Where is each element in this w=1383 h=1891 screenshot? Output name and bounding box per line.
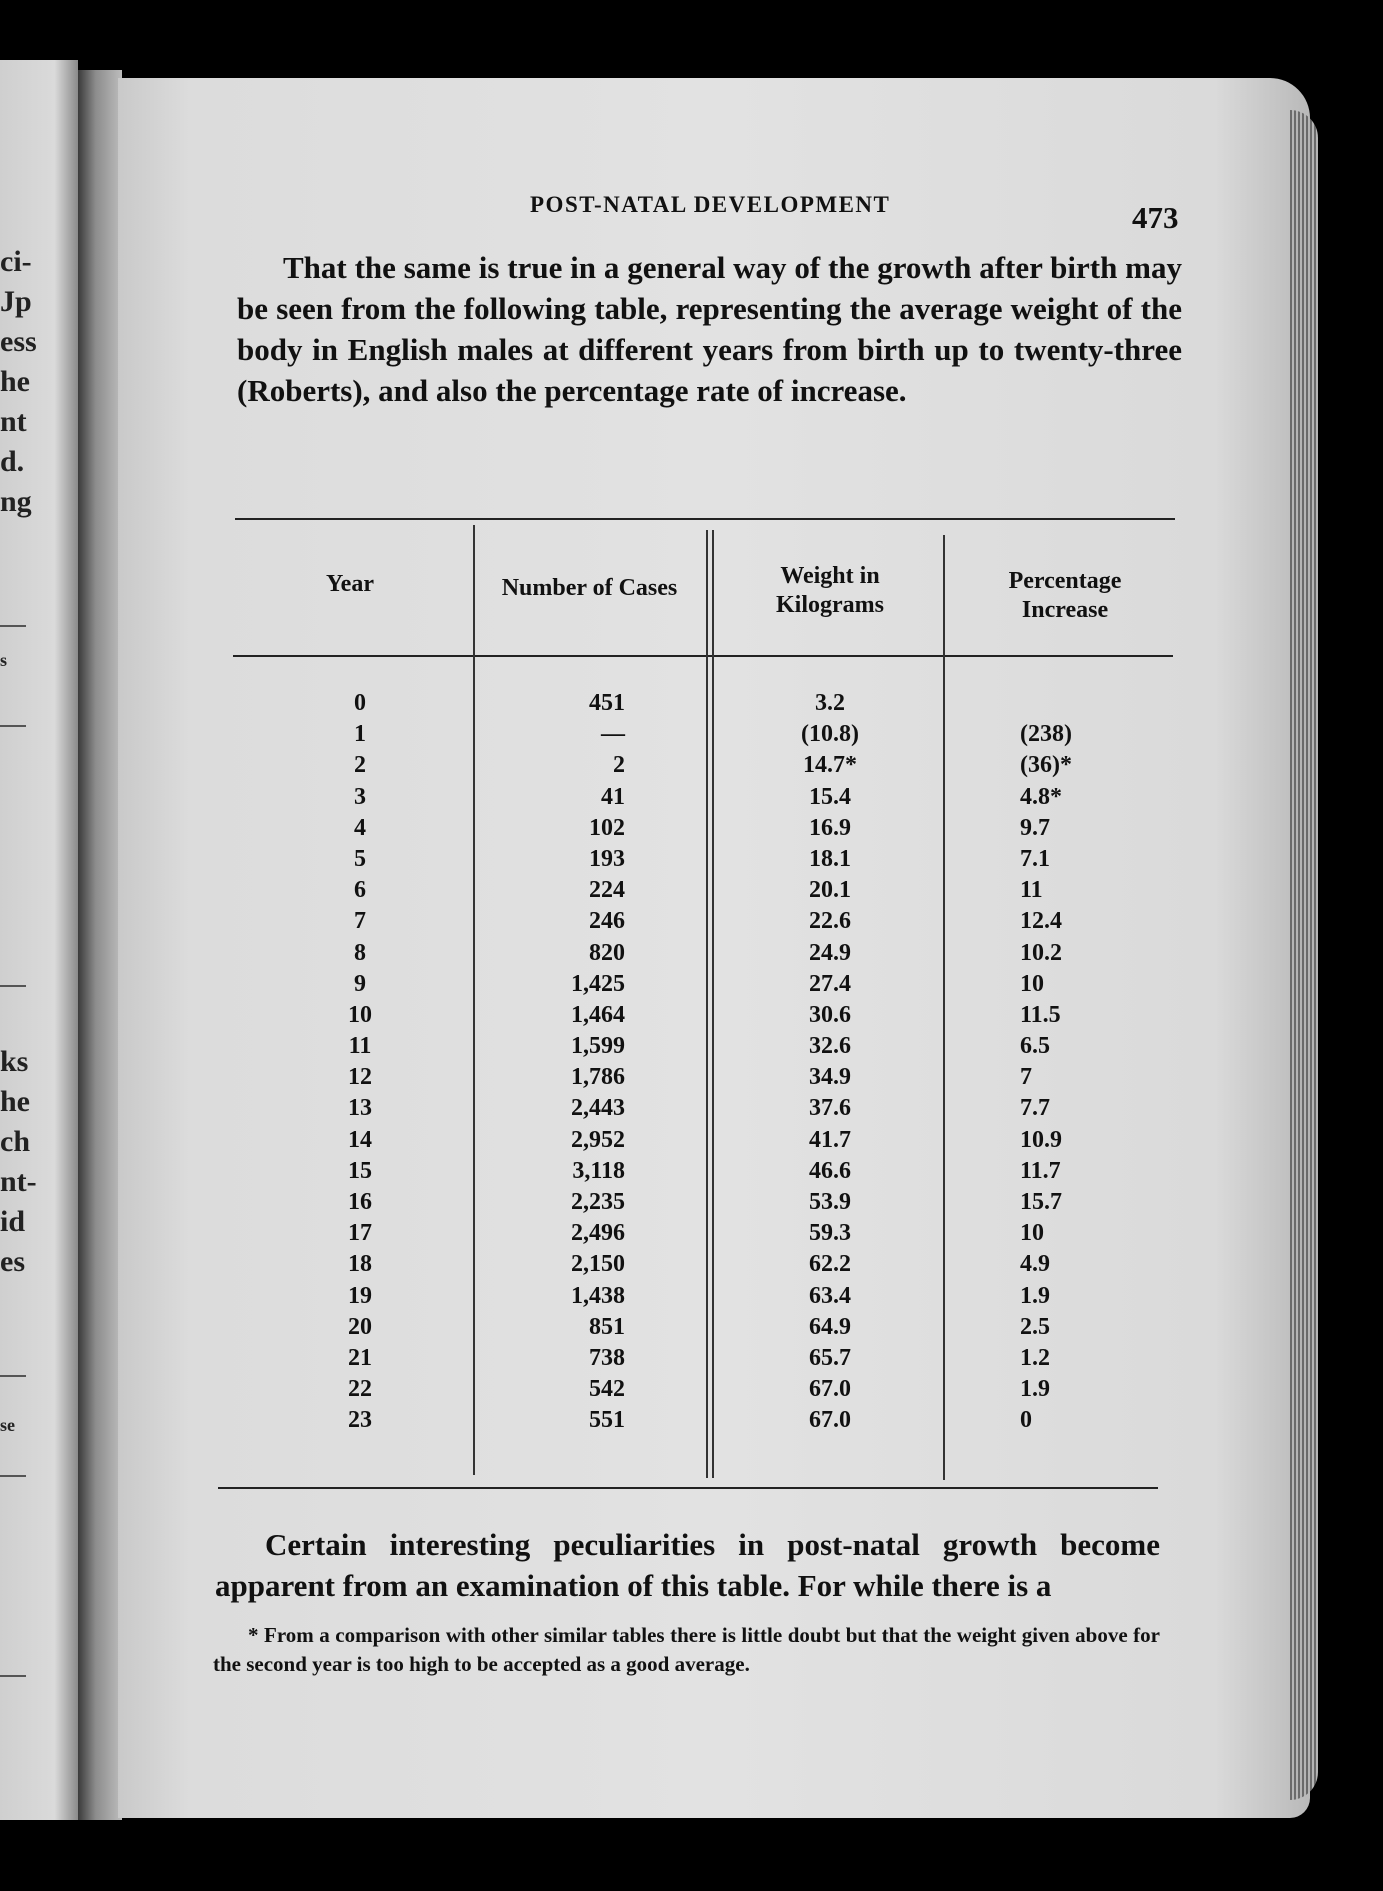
adjacent-page-fragment: d. [0,445,25,478]
year-cell: 20 [348,1313,372,1340]
percentage-cell: 9.7 [1020,814,1050,841]
adjacent-page-fragment: ci- [0,245,32,278]
column-divider [943,535,945,1480]
weight-cell: 24.9 [809,939,851,966]
percentage-cell: 10 [1020,1220,1044,1247]
table-bottom-rule [218,1487,1158,1489]
year-cell: 7 [354,908,366,935]
percentage-cell [1020,688,1150,719]
percentage-cell: (36)* [1020,752,1072,779]
adjacent-page-fragment: he [0,1085,30,1118]
cases-cell: 224 [589,877,625,904]
percentage-cell: 0 [1020,1407,1032,1434]
adjacent-page-fragment: ng [0,485,32,518]
year-cell: 2 [354,752,366,779]
weight-cell: 59.3 [809,1220,851,1247]
percentage-cell: 2.5 [1020,1313,1050,1340]
weight-cell: 41.7 [809,1126,851,1153]
weight-cell: 53.9 [809,1189,851,1215]
adjacent-page-fragment: nt [0,405,27,438]
percentage-cell: 4.9 [1020,1251,1050,1278]
adjacent-page-fragment: ks [0,1045,29,1078]
cases-cell: 246 [589,908,625,935]
weight-cell: 30.6 [809,1001,851,1028]
weight-cell: 22.6 [809,908,851,935]
closing-paragraph: Certain interesting peculiarities in post-natal growth become apparent from an examination of this table. For while there is a [215,1527,1160,1603]
weight-cell: 32.6 [809,1033,851,1060]
adjacent-page-fragment: es [0,1245,25,1278]
year-cell: 0 [354,690,366,716]
page-edge [1290,110,1318,1800]
cases-cell: — [601,721,625,748]
percentage-cell: 11.7 [1020,1157,1061,1184]
percentage-cell: 7 [1020,1064,1032,1091]
weight-cell: 16.9 [809,814,851,841]
year-cell: 21 [348,1344,372,1371]
percentage-cell: 1.2 [1020,1344,1050,1371]
year-cell: 22 [348,1376,372,1403]
year-cell: 5 [354,845,366,872]
weight-cell: 3.2 [815,690,845,716]
cases-cell: 3,118 [572,1157,625,1184]
weight-cell: (10.8) [801,721,859,748]
adjacent-page-rule [0,1475,26,1477]
cases-cell: 1,438 [571,1282,625,1309]
adjacent-page-fragment: he [0,365,30,398]
percentage-cell: 10.9 [1020,1126,1062,1153]
cases-cell: 41 [601,783,625,810]
weight-column [765,688,895,1437]
weight-cell: 67.0 [809,1376,851,1403]
weight-cell: 14.7* [803,752,857,779]
year-cell: 18 [348,1251,372,1278]
cases-cell: 1,599 [571,1033,625,1060]
weight-cell: 34.9 [809,1064,851,1091]
cases-cell: 542 [589,1376,625,1403]
year-column [300,688,420,1437]
percentage-cell: 15.7 [1020,1189,1062,1215]
column-divider [712,530,714,1478]
year-cell: 23 [348,1407,372,1434]
year-cell: 10 [348,1001,372,1028]
year-cell: 13 [348,1095,372,1122]
year-cell: 12 [348,1064,372,1091]
cases-cell: 851 [589,1313,625,1340]
cases-column [500,688,625,1437]
year-cell: 14 [348,1126,372,1153]
adjacent-page-fragment: ess [0,325,37,358]
percentage-cell: 11 [1020,877,1043,904]
percentage-cell: 1.9 [1020,1376,1050,1403]
column-divider [473,525,475,1475]
percentage-cell: 6.5 [1020,1033,1050,1060]
header-year: Year [326,571,374,597]
cases-cell: 1,425 [571,970,625,997]
cases-cell: 1,786 [571,1064,625,1091]
table-top-rule [235,518,1175,520]
year-cell: 16 [348,1189,372,1215]
adjacent-page-fragment: s [0,650,8,670]
weight-cell: 67.0 [809,1407,851,1434]
cases-cell: 738 [589,1344,625,1371]
book-spine [78,70,122,1820]
cases-cell: 2,952 [571,1126,625,1153]
adjacent-page-rule [0,625,26,627]
intro-paragraph: That the same is true in a general way of the growth after birth may be seen from the following table, representing the average weight of the body in English males at different years from birth up to twenty-three (Roberts), and also the percentage rate of increase. [237,250,1182,408]
weight-cell: 46.6 [809,1157,851,1184]
year-cell: 11 [348,1033,372,1060]
weight-cell: 62.2 [809,1251,851,1278]
cases-cell: 2,150 [571,1251,625,1278]
column-divider [706,530,708,1478]
year-cell: 17 [348,1220,372,1247]
cases-cell: 102 [589,814,625,841]
cases-cell: 2 [613,752,625,779]
percentage-cell: 10.2 [1020,939,1062,966]
percentage-column [1020,688,1150,1437]
cases-cell: 193 [589,845,625,872]
percentage-cell: 11.5 [1020,1001,1061,1028]
page-number: 473 [1132,200,1179,235]
cases-cell: 2,443 [571,1095,625,1122]
weight-cell: 64.9 [809,1313,851,1340]
year-cell: 15 [348,1157,372,1184]
footnote: * From a comparison with other similar tables there is little doubt but that the weight given above for the second year is too high to be accepted as a good average. [213,1623,1160,1676]
weight-cell: 15.4 [809,783,851,810]
cases-cell: 2,496 [571,1220,625,1247]
adjacent-page-fragment: id [0,1205,26,1238]
adjacent-page-rule [0,985,26,987]
weight-cell: 65.7 [809,1344,851,1371]
percentage-cell: 4.8* [1020,783,1062,810]
weight-cell: 27.4 [809,970,851,997]
header-percentage-increase: Percentage Increase [1008,568,1122,623]
adjacent-page-fragment: ch [0,1125,30,1158]
percentage-cell: 12.4 [1020,908,1062,935]
adjacent-page-rule [0,725,26,727]
percentage-cell: 7.7 [1020,1095,1050,1122]
cases-cell: 551 [589,1407,625,1434]
cases-cell: 820 [589,939,625,966]
weight-cell: 37.6 [809,1095,851,1122]
cases-cell: 1,464 [571,1001,625,1028]
cases-cell: 451 [589,690,625,716]
year-cell: 8 [354,939,366,966]
adjacent-page-fragment: Jp [0,285,32,318]
adjacent-page [0,60,78,1820]
table-header-rule [233,655,1173,657]
adjacent-page-rule [0,1675,26,1677]
header-number-of-cases: Number of Cases [501,575,678,601]
percentage-cell: (238) [1020,721,1072,748]
cases-cell: 2,235 [571,1189,625,1215]
year-cell: 1 [354,721,366,748]
adjacent-page-fragment: nt- [0,1165,37,1198]
percentage-cell: 1.9 [1020,1282,1050,1309]
percentage-cell: 10 [1020,970,1044,997]
year-cell: 19 [348,1282,372,1309]
weight-cell: 20.1 [809,877,851,904]
adjacent-page-rule [0,1375,26,1377]
header-weight-in-kilograms: Weight in Kilograms [776,563,884,618]
year-cell: 3 [354,783,366,810]
year-cell: 4 [354,814,366,841]
weight-cell: 63.4 [809,1282,851,1309]
year-cell: 6 [354,877,366,904]
percentage-cell: 7.1 [1020,845,1050,872]
year-cell: 9 [354,970,366,997]
running-head: POST-NATAL DEVELOPMENT [530,192,891,217]
adjacent-page-fragment: se [0,1415,15,1435]
weight-cell: 18.1 [809,845,851,872]
